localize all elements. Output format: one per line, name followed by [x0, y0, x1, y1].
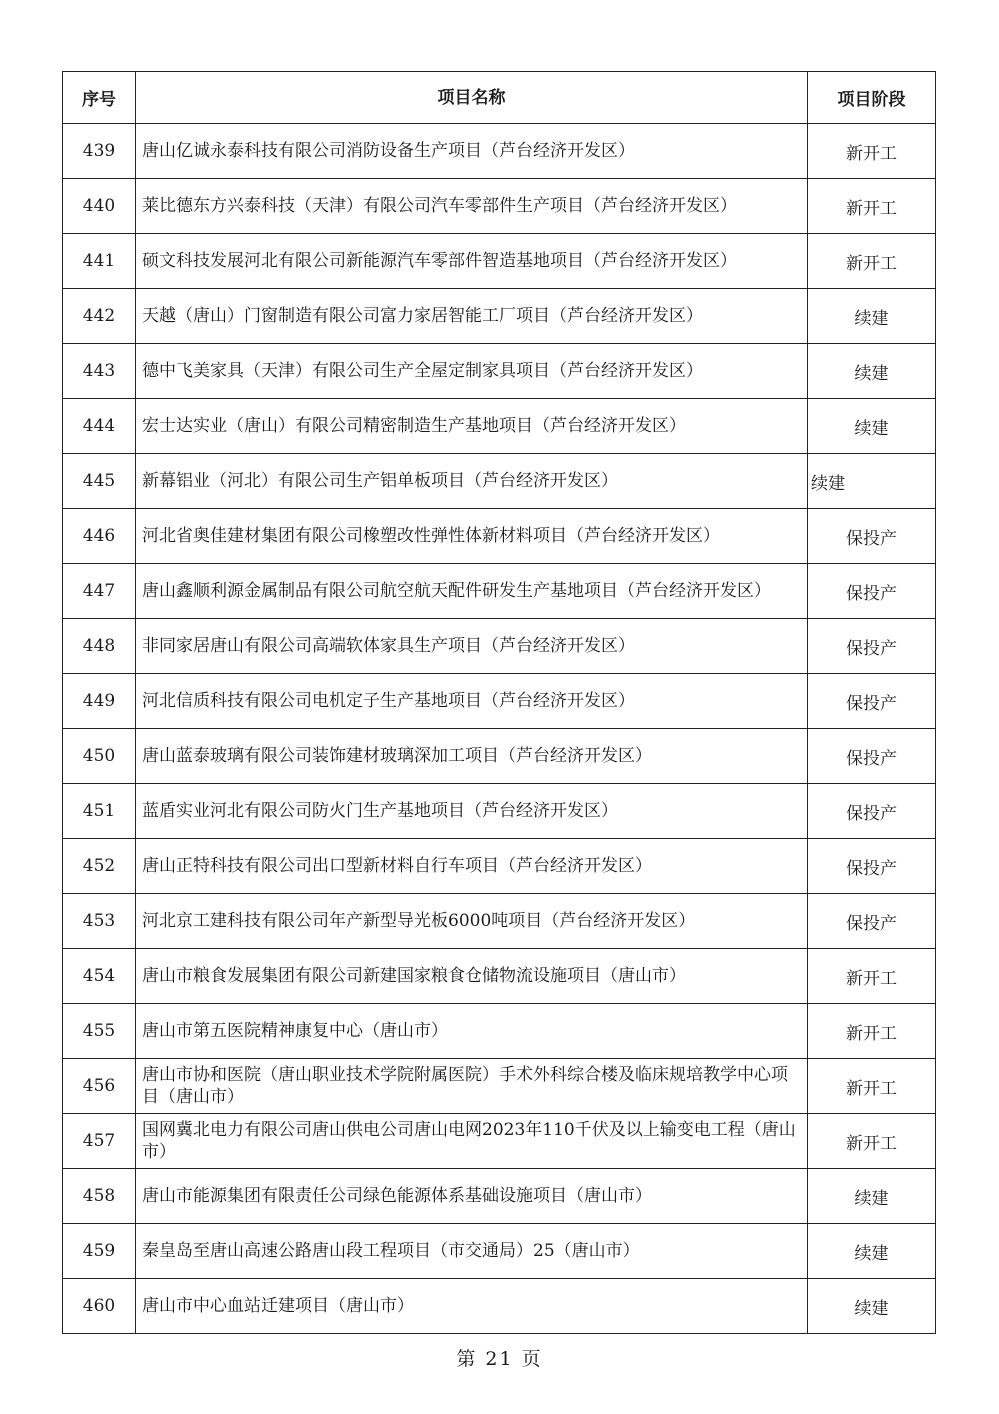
- row-project-name: 河北京工建科技有限公司年产新型导光板6000吨项目（芦台经济开发区）: [136, 894, 808, 949]
- table-body: [63, 124, 936, 1334]
- row-serial-number: 448: [63, 619, 136, 674]
- table-row: [63, 1169, 936, 1224]
- row-project-name: 国网冀北电力有限公司唐山供电公司唐山电网2023年110千伏及以上输变电工程（唐山市）: [136, 1114, 808, 1169]
- row-project-stage: 续建: [808, 289, 936, 344]
- row-project-name: 唐山市第五医院精神康复中心（唐山市）: [136, 1004, 808, 1059]
- table-row: [63, 674, 936, 729]
- row-project-stage: 续建: [808, 1279, 936, 1334]
- table-row: [63, 454, 936, 509]
- row-project-stage: 续建: [808, 344, 936, 399]
- row-project-name: 秦皇岛至唐山高速公路唐山段工程项目（市交通局）25（唐山市）: [136, 1224, 808, 1279]
- row-project-name: 蓝盾实业河北有限公司防火门生产基地项目（芦台经济开发区）: [136, 784, 808, 839]
- table-row: [63, 839, 936, 894]
- header-project-name: 项目名称: [136, 72, 808, 124]
- row-serial-number: 453: [63, 894, 136, 949]
- row-project-stage: 保投产: [808, 564, 936, 619]
- row-project-name: 河北信质科技有限公司电机定子生产基地项目（芦台经济开发区）: [136, 674, 808, 729]
- table-row: [63, 289, 936, 344]
- row-project-stage: 保投产: [808, 784, 936, 839]
- row-serial-number: 451: [63, 784, 136, 839]
- table-row: [63, 124, 936, 179]
- table-row: [63, 564, 936, 619]
- row-serial-number: 458: [63, 1169, 136, 1224]
- row-serial-number: 449: [63, 674, 136, 729]
- row-project-name: 非同家居唐山有限公司高端软体家具生产项目（芦台经济开发区）: [136, 619, 808, 674]
- row-project-stage: 保投产: [808, 894, 936, 949]
- row-project-stage: 新开工: [808, 124, 936, 179]
- row-serial-number: 454: [63, 949, 136, 1004]
- row-serial-number: 443: [63, 344, 136, 399]
- row-project-name: 唐山鑫顺利源金属制品有限公司航空航天配件研发生产基地项目（芦台经济开发区）: [136, 564, 808, 619]
- row-project-name: 硕文科技发展河北有限公司新能源汽车零部件智造基地项目（芦台经济开发区）: [136, 234, 808, 289]
- table-row: [63, 234, 936, 289]
- row-serial-number: 452: [63, 839, 136, 894]
- project-table: [62, 71, 936, 1334]
- row-project-stage: 新开工: [808, 179, 936, 234]
- row-serial-number: 457: [63, 1114, 136, 1169]
- row-project-name: 唐山市协和医院（唐山职业技术学院附属医院）手术外科综合楼及临床规培教学中心项目（唐山市）: [136, 1059, 808, 1114]
- row-project-stage: 保投产: [808, 839, 936, 894]
- table-row: [63, 1224, 936, 1279]
- row-project-stage: 新开工: [808, 1059, 936, 1114]
- row-project-stage: 新开工: [808, 1004, 936, 1059]
- row-project-name: 莱比德东方兴泰科技（天津）有限公司汽车零部件生产项目（芦台经济开发区）: [136, 179, 808, 234]
- table-row: [63, 784, 936, 839]
- row-project-name: 唐山亿诚永泰科技有限公司消防设备生产项目（芦台经济开发区）: [136, 124, 808, 179]
- table-header-row: [63, 72, 936, 124]
- table-row: [63, 1004, 936, 1059]
- row-project-name: 唐山蓝泰玻璃有限公司装饰建材玻璃深加工项目（芦台经济开发区）: [136, 729, 808, 784]
- row-serial-number: 455: [63, 1004, 136, 1059]
- row-serial-number: 444: [63, 399, 136, 454]
- header-project-stage: 项目阶段: [808, 72, 936, 124]
- table-row: [63, 729, 936, 784]
- row-project-stage: 新开工: [808, 949, 936, 1004]
- row-serial-number: 446: [63, 509, 136, 564]
- project-table-container: [62, 71, 935, 1334]
- row-serial-number: 441: [63, 234, 136, 289]
- row-project-stage: 续建: [808, 1169, 936, 1224]
- row-serial-number: 459: [63, 1224, 136, 1279]
- table-row: [63, 344, 936, 399]
- row-project-name: 唐山正特科技有限公司出口型新材料自行车项目（芦台经济开发区）: [136, 839, 808, 894]
- row-project-name: 河北省奥佳建材集团有限公司橡塑改性弹性体新材料项目（芦台经济开发区）: [136, 509, 808, 564]
- row-project-name: 德中飞美家具（天津）有限公司生产全屋定制家具项目（芦台经济开发区）: [136, 344, 808, 399]
- row-project-name: 新幕铝业（河北）有限公司生产铝单板项目（芦台经济开发区）: [136, 454, 808, 509]
- row-project-name: 天越（唐山）门窗制造有限公司富力家居智能工厂项目（芦台经济开发区）: [136, 289, 808, 344]
- row-serial-number: 439: [63, 124, 136, 179]
- row-project-name: 唐山市粮食发展集团有限公司新建国家粮食仓储物流设施项目（唐山市）: [136, 949, 808, 1004]
- table-row: [63, 1114, 936, 1169]
- row-project-stage: 保投产: [808, 509, 936, 564]
- row-project-stage: 保投产: [808, 729, 936, 784]
- table-row: [63, 399, 936, 454]
- row-project-stage: 续建: [808, 399, 936, 454]
- row-project-stage: 新开工: [808, 1114, 936, 1169]
- table-row: [63, 894, 936, 949]
- row-project-name: 唐山市中心血站迁建项目（唐山市）: [136, 1279, 808, 1334]
- row-project-stage: 新开工: [808, 234, 936, 289]
- header-serial-number: 序号: [63, 72, 136, 124]
- table-row: [63, 1059, 936, 1114]
- table-row: [63, 619, 936, 674]
- page-number: 第 21 页: [456, 1348, 543, 1370]
- row-project-stage: 保投产: [808, 619, 936, 674]
- row-serial-number: 440: [63, 179, 136, 234]
- row-project-name: 宏士达实业（唐山）有限公司精密制造生产基地项目（芦台经济开发区）: [136, 399, 808, 454]
- table-row: [63, 179, 936, 234]
- row-project-stage: 续建: [808, 454, 936, 509]
- row-serial-number: 450: [63, 729, 136, 784]
- row-project-name: 唐山市能源集团有限责任公司绿色能源体系基础设施项目（唐山市）: [136, 1169, 808, 1224]
- row-serial-number: 442: [63, 289, 136, 344]
- row-project-stage: 续建: [808, 1224, 936, 1279]
- row-serial-number: 456: [63, 1059, 136, 1114]
- row-serial-number: 445: [63, 454, 136, 509]
- table-row: [63, 509, 936, 564]
- table-row: [63, 949, 936, 1004]
- row-serial-number: 447: [63, 564, 136, 619]
- table-row: [63, 1279, 936, 1334]
- row-project-stage: 保投产: [808, 674, 936, 729]
- row-serial-number: 460: [63, 1279, 136, 1334]
